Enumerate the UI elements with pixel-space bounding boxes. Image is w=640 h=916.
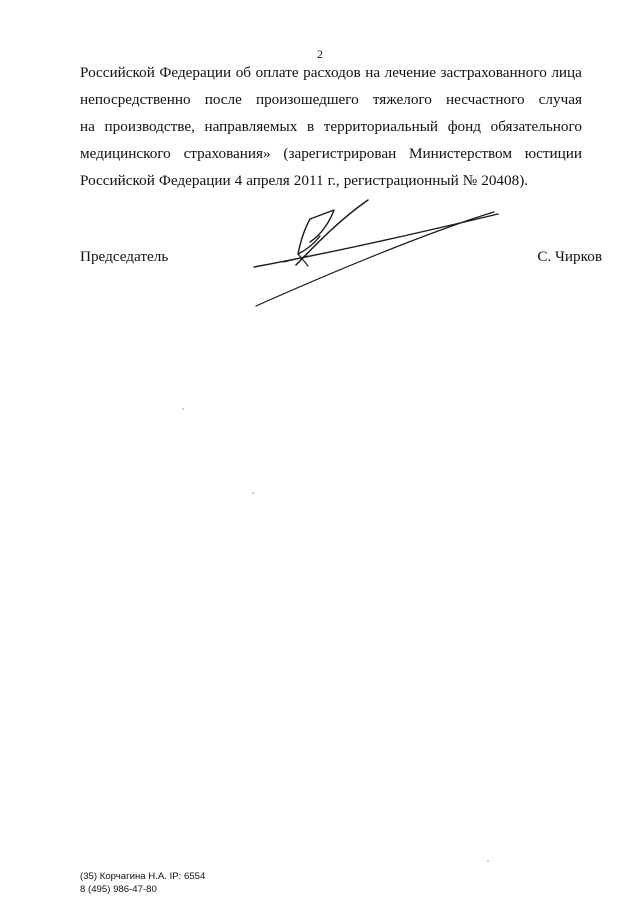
scan-speck <box>182 408 184 410</box>
executor-note <box>80 870 205 896</box>
handwritten-signature <box>248 196 508 312</box>
signer-name: С. Чирков <box>537 248 602 265</box>
executor-phone: 8 (495) 986-47-80 <box>80 884 157 895</box>
text-line: медицинского страхования» (зарегистрирован Министерством юстиции <box>80 145 582 162</box>
page-number: 2 <box>317 47 323 61</box>
signer-position: Председатель <box>80 248 169 265</box>
body-text <box>80 59 582 194</box>
text-line: на производстве, направляемых в территориальный фонд обязательного <box>80 118 582 135</box>
scan-speck <box>252 492 254 494</box>
text-line: Российской Федерации 4 апреля 2011 г., регистрационный № 20408). <box>80 172 529 189</box>
text-line: непосредственно после произошедшего тяжелого несчастного случая <box>80 91 582 108</box>
executor-line: (35) Корчагина Н.А. IP: 6554 <box>80 871 206 882</box>
scan-speck <box>487 860 489 862</box>
text-line: Российской Федерации об оплате расходов на лечение застрахованного лица <box>80 64 582 81</box>
